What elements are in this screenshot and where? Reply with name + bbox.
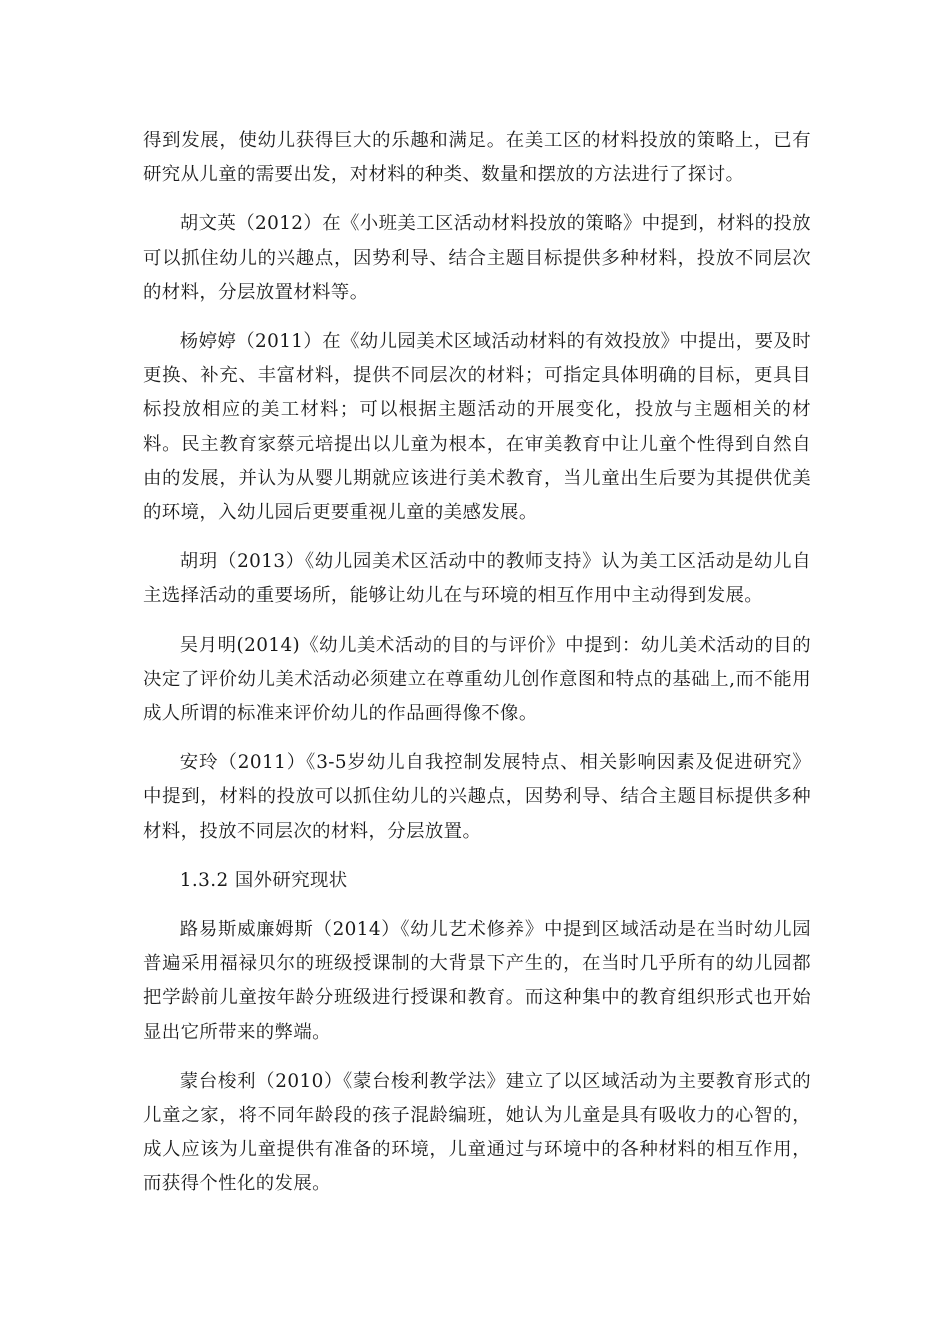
paragraph-hu-yue: 胡玥（2013）《幼儿园美术区活动中的教师支持》认为美工区活动是幼儿自主选择活动的重要场所，能够让幼儿在与环境的相互作用中主动得到发展。: [143, 551, 811, 607]
paragraph-louis-williams: 路易斯威廉姆斯（2014）《幼儿艺术修养》中提到区域活动是在当时幼儿园普遍采用福禄贝尔的班级授课制的大背景下产生的，在当时几乎所有的幼儿园都把学龄前儿童按年龄分班级进行授课和教育。而这种集中的教育组织形式也开始显出它所带来的弊端。: [143, 919, 811, 1043]
paragraph-an-ling: 安玲（2011）《3-5岁幼儿自我控制发展特点、相关影响因素及促进研究》中提到，材料的投放可以抓住幼儿的兴趣点，因势利导、结合主题目标提供多种材料，投放不同层次的材料，分层放置。: [143, 752, 811, 842]
paragraph-montessori: 蒙台梭利（2010）《蒙台梭利教学法》建立了以区域活动为主要教育形式的儿童之家，将不同年龄段的孩子混龄编班，她认为儿童是具有吸收力的心智的，成人应该为儿童提供有准备的环境，儿童通过与环境中的各种材料的相互作用，而获得个性化的发展。: [143, 1070, 811, 1195]
section-heading: 1.3.2 国外研究现状: [179, 869, 348, 891]
paragraph-hu-wenying: 胡文英（2012）在《小班美工区活动材料投放的策略》中提到，材料的投放可以抓住幼儿的兴趣点，因势利导、结合主题目标提供多种材料，投放不同层次的材料，分层放置材料等。: [143, 213, 811, 303]
body-text: [143, 124, 811, 1217]
paragraph-continuation: 得到发展，使幼儿获得巨大的乐趣和满足。在美工区的材料投放的策略上，已有研究从儿童的需要出发，对材料的种类、数量和摆放的方法进行了探讨。: [143, 130, 811, 186]
paragraph-yang-tingting: 杨婷婷（2011）在《幼儿园美术区域活动材料的有效投放》中提出，要及时更换、补充、丰富材料，提供不同层次的材料；可指定具体明确的目标，更具目标投放相应的美工材料；可以根据主题活动的开展变化，投放与主题相关的材料。民主教育家蔡元培提出以儿童为根本，在审美教育中让儿童个性得到自然自由的发展，并认为从婴儿期就应该进行美术教育，当儿童出生后要为其提供优美的环境，入幼儿园后更要重视儿童的美感发展。: [143, 331, 811, 524]
paragraph-wu-yueming: 吴月明(2014)《幼儿美术活动的目的与评价》中提到：幼儿美术活动的目的决定了评价幼儿美术活动必须建立在尊重幼儿创作意图和特点的基础上,而不能用成人所谓的标准来评价幼儿的作品画得像不像。: [143, 634, 811, 725]
